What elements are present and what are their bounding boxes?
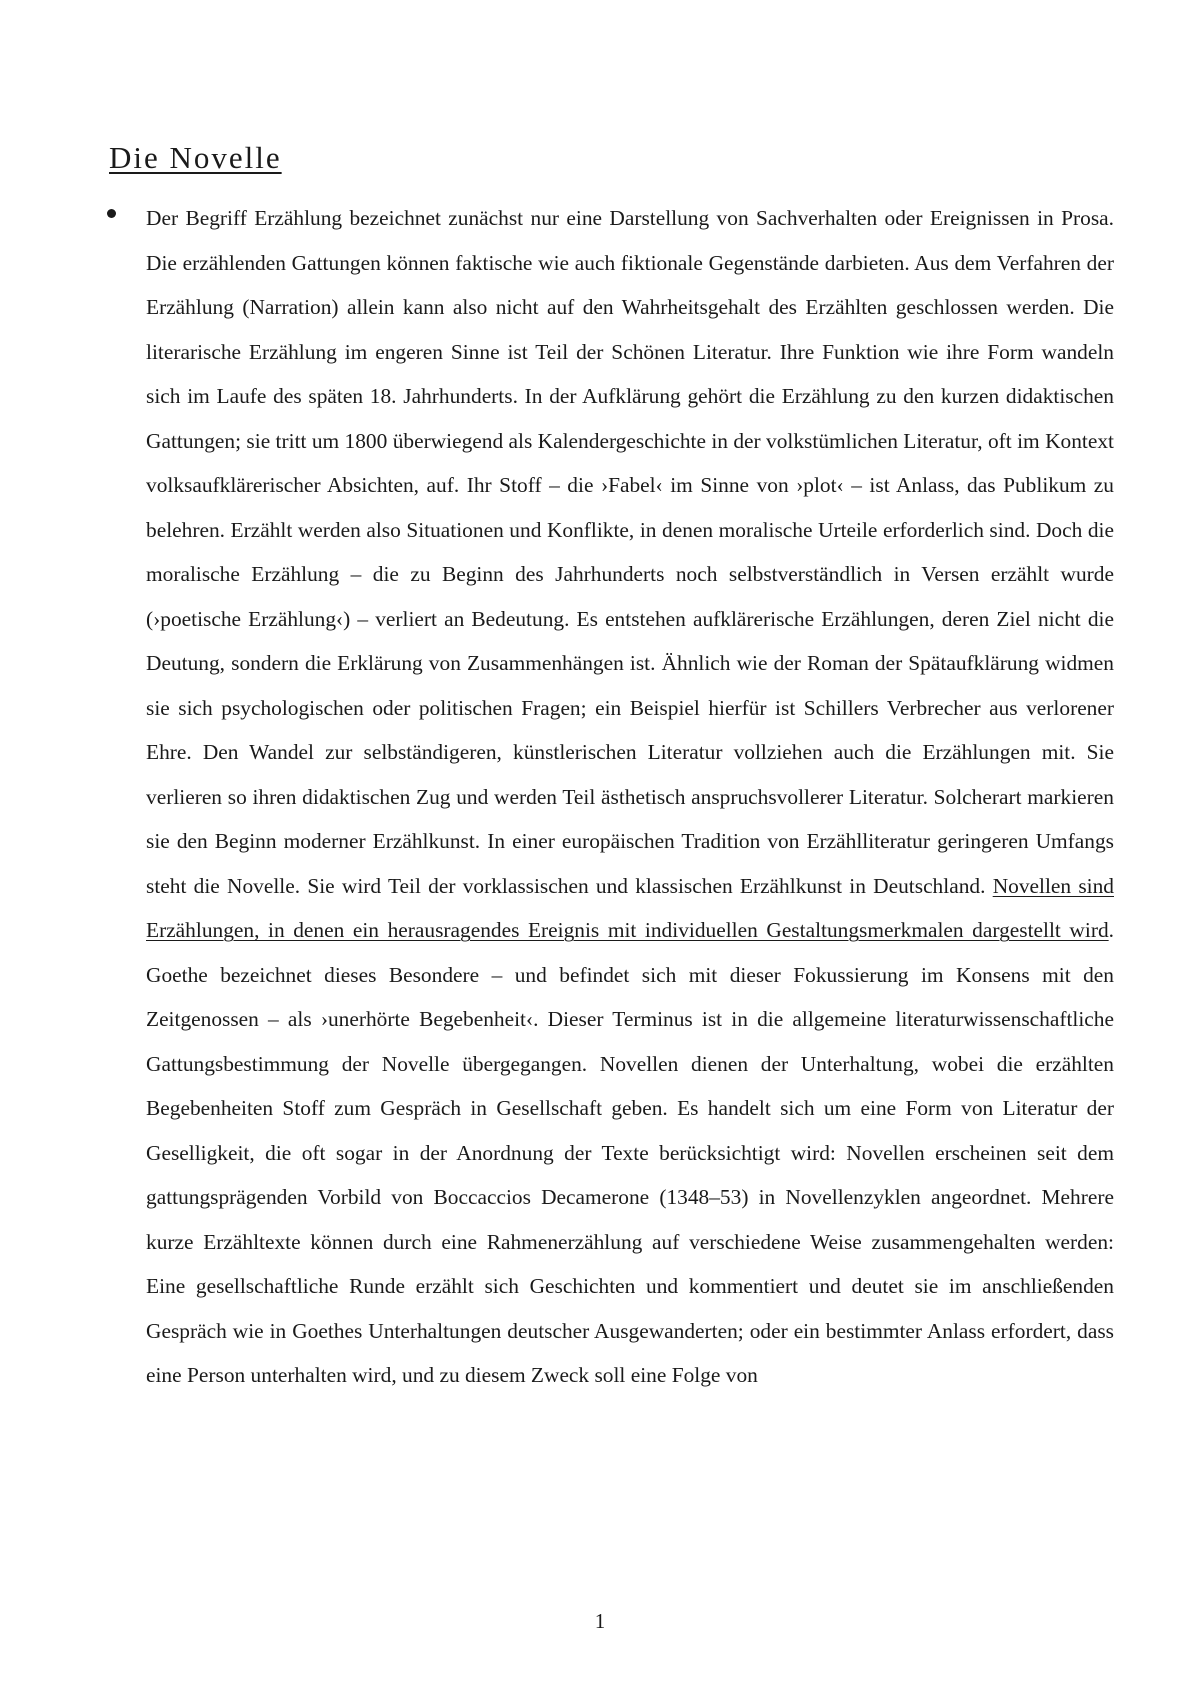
paragraph-intro-text: Der Begriff Erzählung bezeichnet zunächst nur eine Darstellung von Sachverhalten oder Ereignissen in Prosa. Die erzählenden Gattungen können faktische wie auch fiktionale Gegenstände darbieten. Aus dem Verfahren der Erzählung (Narration) allein kann also nicht auf den Wahrheitsgehalt des Erzählten geschlossen werden. Die literarische Erzählung im engeren Sinne ist Teil der Schönen Literatur. Ihre Funktion wie ihre Form wandeln sich im Laufe des späten 18. Jahrhunderts. In der Aufklärung gehört die Erzählung zu den kurzen didaktischen Gattungen; sie tritt um 1800 überwiegend als Kalendergeschichte in der volkstümlichen Literatur, oft im Kontext volksaufklärerischer Absichten, auf. Ihr Stoff – die ›Fabel‹ im Sinne von ›plot‹ – ist Anlass, das Publikum zu belehren. Erzählt werden also Situationen und Konflikte, in denen moralische Urteile erforderlich sind. Doch die moralische Erzählung – die zu Beginn des Jahrhunderts noch selbstverständlich in Versen erzählt wurde (›poetische Erzählung‹) – verliert an Bedeutung. Es entstehen aufklärerische Erzählungen, deren Ziel nicht die Deutung, sondern die Erklärung von Zusammenhängen ist. Ähnlich wie der Roman der Spätaufklärung widmen sie sich psychologischen oder politischen Fragen; ein Beispiel hierfür ist Schillers Verbrecher aus verlorener Ehre. Den Wandel zur selbständigeren, künstlerischen Literatur vollziehen auch die Erzählungen mit. Sie verlieren so ihren didaktischen Zug und werden Teil ästhetisch anspruchsvollerer Literatur. Solcherart markieren sie den Beginn moderner Erzählkunst. In einer europäischen Tradition von Erzählliteratur geringeren Umfangs steht die Novelle. Sie wird Teil der vorklassischen und klassischen Erzählkunst in Deutschland. — [146, 206, 1114, 898]
paragraph-rest-text: . Goethe bezeichnet dieses Besondere – und befindet sich mit dieser Fokussierung im Konsens mit den Zeitgenossen – als ›unerhörte Begebenheit‹. Dieser Terminus ist in die allgemeine literaturwissenschaftliche Gattungsbestimmung der Novelle übergegangen. Novellen dienen der Unterhaltung, wobei die erzählten Begebenheiten Stoff zum Gespräch in Gesellschaft geben. Es handelt sich um eine Form von Literatur der Geselligkeit, die oft sogar in der Anordnung der Texte berücksichtigt wird: Novellen erscheinen seit dem gattungsprägenden Vorbild von Boccaccios Decamerone (1348–53) in Novellenzyklen angeordnet. Mehrere kurze Erzähltexte können durch eine Rahmenerzählung auf verschiedene Weise zusammengehalten werden: Eine gesellschaftliche Runde erzählt sich Geschichten und kommentiert und deutet sie im anschließenden Gespräch wie in Goethes Unterhaltungen deutscher Ausgewanderten; oder ein bestimmter Anlass erfordert, dass eine Person unterhalten wird, und zu diesem Zweck soll eine Folge von — [146, 918, 1114, 1387]
body-paragraph — [146, 196, 1114, 1398]
page-number: 1 — [594, 1609, 606, 1633]
page-title: Die Novelle — [109, 140, 282, 175]
underlined-definition: Novellen sind Erzählungen, in denen ein herausragendes Ereignis mit individuellen Gestaltungsmerkmalen dargestellt wird — [146, 873, 1114, 942]
bullet-icon — [107, 209, 116, 218]
